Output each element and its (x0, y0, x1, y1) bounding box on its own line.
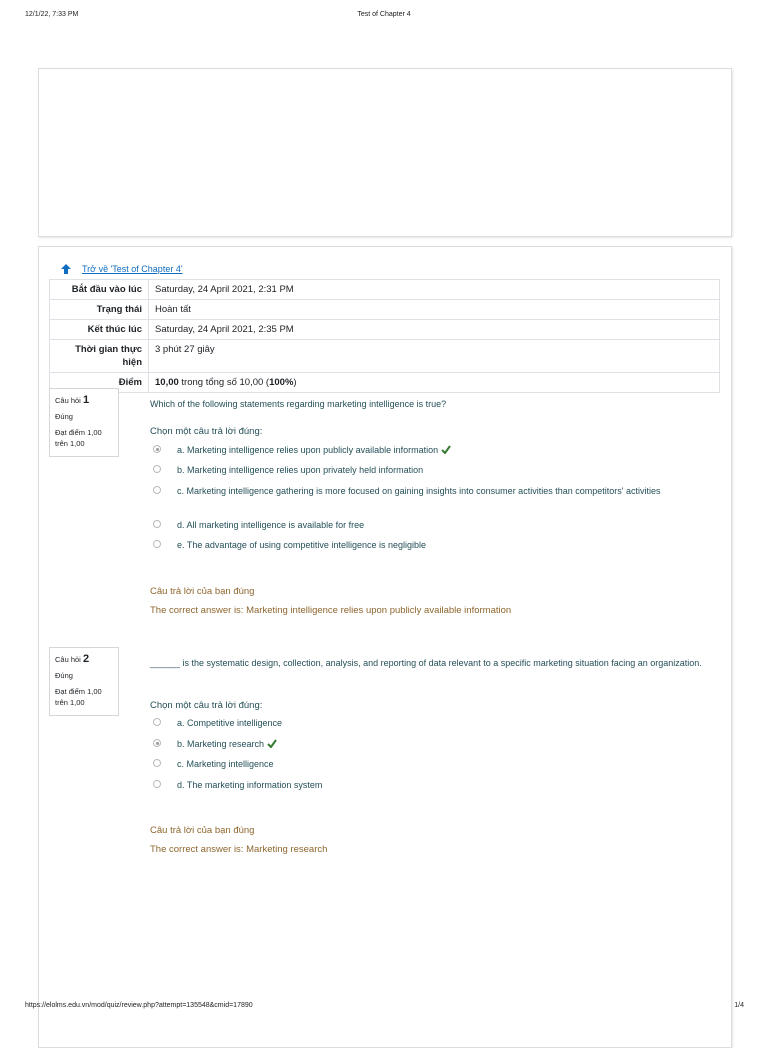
question-2-prompt: Chọn một câu trả lời đúng: (150, 700, 263, 711)
summary-row-started (50, 280, 720, 300)
arrow-up-icon (60, 263, 72, 275)
grade-score: 10,00 (155, 377, 179, 388)
question-1-text: Which of the following statements regarding marketing intelligence is true? (150, 399, 447, 409)
question-2-text: ______ is the systematic design, collection, analysis, and reporting of data relevant to a specific marketing situation facing an organization. (150, 658, 702, 668)
option-a-label: a. Competitive intelligence (177, 718, 283, 728)
option-a-label: a. Marketing intelligence relies upon publicly available information (177, 445, 439, 455)
option-d-label: d. The marketing information system (177, 780, 323, 790)
option-c-label: c. Marketing intelligence gathering is more focused on gaining insights into consumer activities than competitors' activities (177, 486, 661, 496)
option-c-label: c. Marketing intelligence (177, 759, 274, 769)
back-link-label[interactable]: Trở về 'Test of Chapter 4' (82, 264, 183, 274)
summary-row-completed (50, 320, 720, 340)
question-1-correct-answer: The correct answer is: Marketing intelligence relies upon publicly available information (150, 605, 512, 616)
summary-row-grade (50, 373, 720, 393)
option-b-label: b. Marketing research (177, 739, 265, 749)
radio-icon[interactable] (153, 718, 161, 726)
question-2-feedback: Câu trả lời của bạn đúng (150, 825, 255, 836)
question-2-label: Câu hỏi (55, 655, 81, 664)
print-footer (0, 1002, 768, 1014)
time-label: Thời gian thực hiện (50, 340, 149, 373)
option-d-label: d. All marketing intelligence is available for free (177, 520, 365, 530)
print-page-number: 1/4 (734, 1002, 744, 1009)
question-2-number: 2 (82, 653, 90, 665)
question-1-option-d[interactable] (153, 518, 698, 532)
question-1-option-e[interactable] (153, 538, 698, 552)
completed-label: Kết thúc lúc (50, 320, 149, 340)
attempt-summary-table (49, 279, 720, 393)
question-2-option-b[interactable] (153, 737, 698, 751)
question-2-option-a[interactable] (153, 716, 698, 730)
question-2-status: Đúng (55, 671, 73, 680)
radio-selected-icon[interactable] (153, 739, 161, 747)
question-2-info (49, 647, 119, 716)
state-value: Hoàn tất (149, 300, 720, 320)
radio-icon[interactable] (153, 759, 161, 767)
radio-icon[interactable] (153, 780, 161, 788)
question-1-prompt: Chọn một câu trả lời đúng: (150, 426, 263, 437)
question-1-status: Đúng (55, 412, 73, 421)
question-2-correct-answer: The correct answer is: Marketing research (150, 844, 328, 855)
print-header (0, 11, 768, 23)
question-1-mark: Đạt điểm 1,00 trên 1,00 (55, 428, 102, 448)
summary-row-time (50, 340, 720, 373)
empty-header-card (38, 68, 732, 237)
option-e-label: e. The advantage of using competitive intelligence is negligible (177, 540, 426, 550)
question-1-option-c[interactable] (153, 484, 698, 498)
state-label: Trạng thái (50, 300, 149, 320)
check-icon (267, 739, 277, 748)
radio-icon[interactable] (153, 520, 161, 528)
back-to-quiz-link[interactable] (60, 263, 183, 275)
radio-icon[interactable] (153, 540, 161, 548)
question-1-info (49, 388, 119, 457)
print-date: 12/1/22, 7:33 PM (25, 11, 79, 18)
time-value: 3 phút 27 giây (149, 340, 720, 373)
question-1-feedback: Câu trả lời của bạn đúng (150, 586, 255, 597)
print-title: Test of Chapter 4 (357, 11, 411, 18)
option-b-label: b. Marketing intelligence relies upon privately held information (177, 465, 424, 475)
question-1-option-b[interactable] (153, 463, 698, 477)
started-value: Saturday, 24 April 2021, 2:31 PM (149, 280, 720, 300)
radio-icon[interactable] (153, 465, 161, 473)
question-2-mark: Đạt điểm 1,00 trên 1,00 (55, 687, 102, 707)
question-2-option-d[interactable] (153, 778, 698, 792)
started-label: Bắt đầu vào lúc (50, 280, 149, 300)
question-1-option-a[interactable] (153, 443, 698, 457)
question-2-option-c[interactable] (153, 757, 698, 771)
completed-value: Saturday, 24 April 2021, 2:35 PM (149, 320, 720, 340)
grade-label: Điểm (50, 373, 149, 393)
grade-total: trong tổng số 10,00 ( (178, 377, 270, 388)
summary-row-state (50, 300, 720, 320)
question-1-number: 1 (82, 394, 90, 406)
grade-value (149, 373, 720, 393)
radio-selected-icon[interactable] (153, 445, 161, 453)
grade-close: ) (293, 377, 297, 388)
question-1-label: Câu hỏi (55, 396, 81, 405)
check-icon (441, 445, 451, 454)
grade-percent: 100% (269, 377, 294, 388)
radio-icon[interactable] (153, 486, 161, 494)
print-url: https://elolms.edu.vn/mod/quiz/review.php?attempt=135548&cmid=17890 (25, 1002, 253, 1009)
